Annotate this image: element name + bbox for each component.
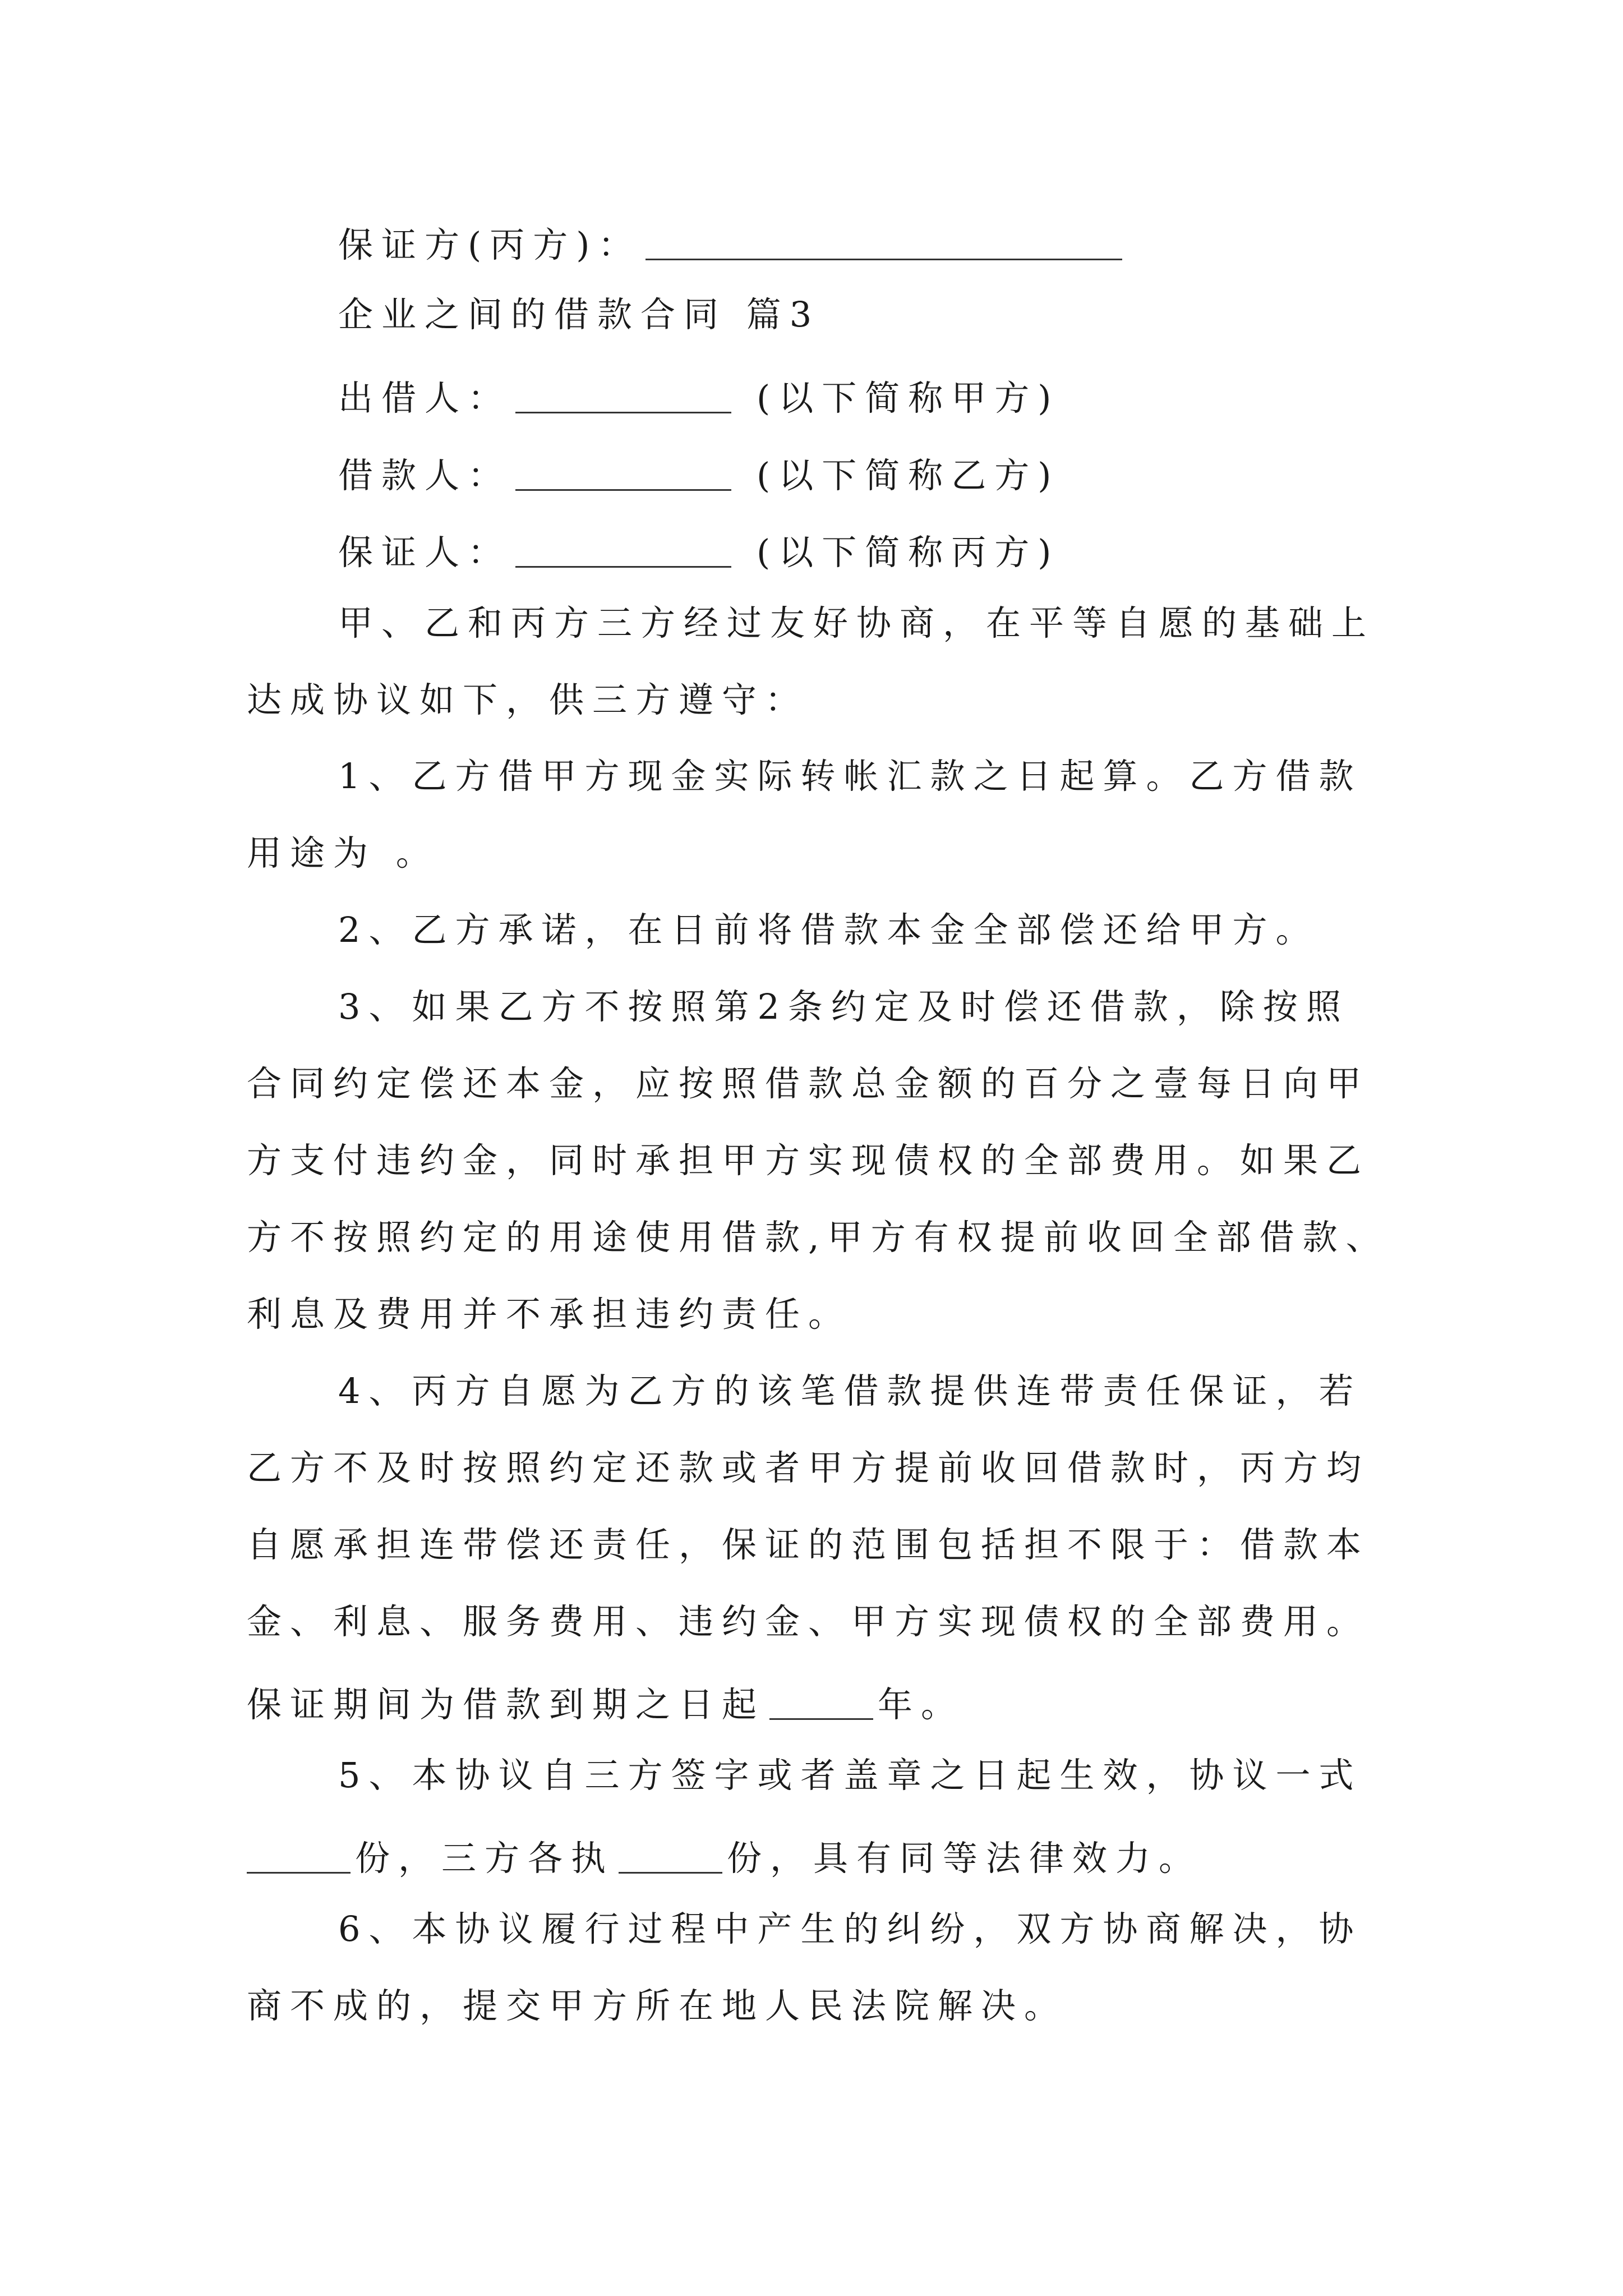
clause-4-line-1: 4、丙方自愿为乙方的该笔借款提供连带责任保证，若 xyxy=(338,1370,1362,1411)
clause-1-line-1: 1、乙方借甲方现金实际转帐汇款之日起算。乙方借款 xyxy=(338,756,1362,797)
guarantee-years-blank xyxy=(769,1685,873,1720)
lender-line xyxy=(338,375,1059,416)
lender-note: (以下简称甲方) xyxy=(757,378,1060,418)
borrower-note: (以下简称乙方) xyxy=(757,455,1060,496)
copies-total-blank xyxy=(247,1838,351,1874)
borrower-line xyxy=(338,452,1060,496)
clause-3-line-3: 方支付违约金，同时承担甲方实现债权的全部费用。如果乙 xyxy=(247,1140,1370,1181)
guarantor-line xyxy=(338,529,1060,573)
clause-6-line-2: 商不成的，提交甲方所在地人民法院解决。 xyxy=(247,1985,1068,2026)
clause-5-line-2 xyxy=(247,1835,1202,1879)
guarantor-name-blank xyxy=(515,532,731,568)
clause-4-period-text: 保证期间为借款到期之日起 xyxy=(247,1684,766,1725)
guarantor-signature-blank xyxy=(645,225,1122,260)
guarantor-header-label: 保证方(丙方)： xyxy=(338,224,642,265)
borrower-label: 借款人： xyxy=(338,455,511,496)
guarantor-header-line xyxy=(338,222,1127,263)
clause-4-line-4: 金、利息、服务费用、违约金、甲方实现债权的全部费用。 xyxy=(247,1601,1370,1642)
clause-3-line-1: 3、如果乙方不按照第2条约定及时偿还借款，除按照 xyxy=(338,986,1349,1027)
clause-3-line-4: 方不按照约定的用途使用借款,甲方有权提前收回全部借款、 xyxy=(247,1217,1389,1258)
guarantor-note: (以下简称丙方) xyxy=(757,532,1060,573)
contract-title xyxy=(338,294,820,335)
lender-name-blank xyxy=(515,378,731,413)
clause-2-line-1: 2、乙方承诺，在日前将借款本金全部偿还给甲方。 xyxy=(338,909,1319,950)
clause-3-line-2: 合同约定偿还本金，应按照借款总金额的百分之壹每日向甲 xyxy=(247,1063,1370,1104)
clause-4-line-2: 乙方不及时按照约定还款或者甲方提前收回借款时，丙方均 xyxy=(247,1447,1370,1488)
clause-5-line-1: 5、本协议自三方签字或者盖章之日起生效，协议一式 xyxy=(338,1755,1362,1796)
guarantor-label: 保证人： xyxy=(338,532,511,573)
clause-1-line-2: 用途为 。 xyxy=(247,832,439,873)
clause-6-line-1: 6、本协议履行过程中产生的纠纷，双方协商解决，协 xyxy=(338,1908,1362,1949)
intro-line-1: 甲、乙和丙方三方经过友好协商，在平等自愿的基础上 xyxy=(338,602,1375,643)
copies-each-blank xyxy=(619,1838,722,1874)
clause-4-period-unit: 年。 xyxy=(878,1684,965,1725)
clause-5-copies-text: 份，三方各执 xyxy=(355,1838,615,1879)
clause-4-line-3: 自愿承担连带偿还责任，保证的范围包括担不限于：借款本 xyxy=(247,1524,1370,1565)
borrower-name-blank xyxy=(515,455,731,491)
clause-4-line-5 xyxy=(247,1681,965,1725)
clause-3-line-5: 利息及费用并不承担违约责任。 xyxy=(247,1294,852,1335)
contract-title-text: 企业之间的借款合同 篇3 xyxy=(338,294,820,335)
intro-line-2: 达成协议如下，供三方遵守： xyxy=(247,679,809,720)
lender-label: 出借人： xyxy=(338,378,511,418)
clause-5-validity-text: 份，具有同等法律效力。 xyxy=(727,1838,1202,1879)
